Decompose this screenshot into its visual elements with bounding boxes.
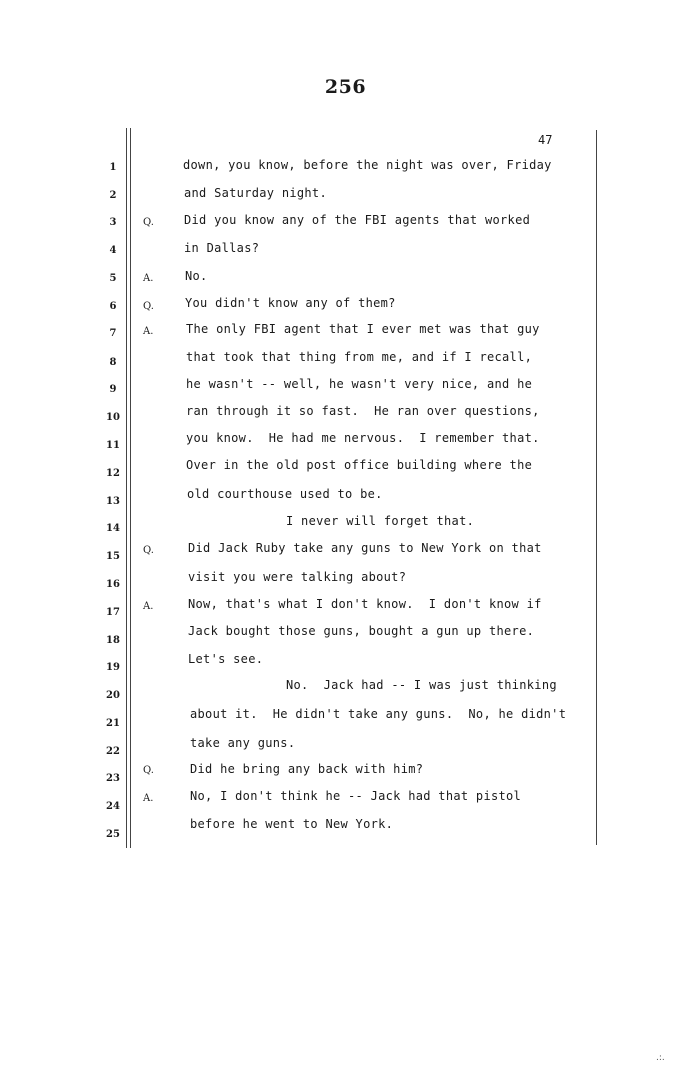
- speaker-label: A.: [143, 601, 154, 612]
- transcript-line: Did Jack Ruby take any guns to New York on that: [188, 541, 542, 555]
- speaker-label: A.: [143, 326, 154, 337]
- transcript-line: visit you were talking about?: [188, 570, 407, 584]
- left-margin-rule: [126, 128, 127, 848]
- line-number: 7: [109, 328, 117, 339]
- speaker-label: A.: [143, 273, 154, 284]
- line-number: 21: [106, 718, 120, 729]
- transcript-line: The only FBI agent that I ever met was that guy: [186, 322, 540, 336]
- line-number: 3: [109, 217, 117, 228]
- transcript-line: in Dallas?: [184, 241, 260, 255]
- transcript-line: Did you know any of the FBI agents that worked: [184, 213, 531, 227]
- line-number: 20: [106, 690, 120, 701]
- transcript-line: you know. He had me nervous. I remember that.: [186, 431, 540, 445]
- transcript-line: Did he bring any back with him?: [190, 762, 424, 776]
- scan-artifact-mark: .:.: [656, 1053, 665, 1063]
- transcript-line: old courthouse used to be.: [187, 487, 383, 501]
- line-number: 19: [106, 662, 120, 673]
- line-number: 5: [109, 273, 117, 284]
- speaker-label: Q.: [143, 217, 154, 228]
- transcript-line: You didn't know any of them?: [185, 296, 396, 310]
- transcript-line: he wasn't -- well, he wasn't very nice, and he: [186, 377, 533, 391]
- line-number: 15: [106, 551, 120, 562]
- line-number: 6: [109, 301, 117, 312]
- left-margin-rule-inner: [130, 128, 131, 848]
- transcript-line: Now, that's what I don't know. I don't know if: [188, 597, 542, 611]
- speaker-label: Q.: [143, 765, 154, 776]
- line-number: 12: [106, 468, 120, 479]
- transcript-line: No, I don't think he -- Jack had that pistol: [190, 789, 522, 803]
- transcript-line: I never will forget that.: [286, 514, 475, 528]
- line-number: 10: [106, 412, 120, 423]
- line-number: 23: [106, 773, 120, 784]
- line-number: 1: [109, 162, 117, 173]
- line-number: 11: [106, 440, 120, 451]
- speaker-label: Q.: [143, 545, 154, 556]
- line-number: 4: [109, 245, 117, 256]
- line-number: 9: [109, 384, 117, 395]
- transcript-line: Jack bought those guns, bought a gun up there.: [188, 624, 535, 638]
- transcript-page-number: 47: [538, 133, 553, 147]
- transcript-line: Let's see.: [188, 652, 264, 666]
- transcript-line: No. Jack had -- I was just thinking: [286, 678, 557, 692]
- transcript-line: about it. He didn't take any guns. No, he didn't: [190, 707, 567, 721]
- transcript-line: before he went to New York.: [190, 817, 394, 831]
- line-number: 25: [106, 829, 120, 840]
- transcript-line: that took that thing from me, and if I recall,: [186, 350, 533, 364]
- line-number: 16: [106, 579, 120, 590]
- transcript-line: take any guns.: [190, 736, 296, 750]
- page-number: 256: [324, 76, 367, 98]
- line-number: 24: [106, 801, 120, 812]
- transcript-line: No.: [185, 269, 208, 283]
- line-number: 13: [106, 496, 120, 507]
- transcript-line: and Saturday night.: [184, 186, 327, 200]
- speaker-label: A.: [143, 793, 154, 804]
- line-number: 8: [109, 357, 117, 368]
- transcript-line: down, you know, before the night was over, Friday: [183, 158, 552, 172]
- transcript-line: ran through it so fast. He ran over questions,: [186, 404, 540, 418]
- line-number: 22: [106, 746, 120, 757]
- transcript-line: Over in the old post office building where the: [186, 458, 533, 472]
- line-number: 17: [106, 607, 120, 618]
- line-number: 2: [109, 190, 117, 201]
- speaker-label: Q.: [143, 301, 154, 312]
- line-number: 14: [106, 523, 120, 534]
- line-number: 18: [106, 635, 120, 646]
- right-margin-rule: [596, 130, 597, 845]
